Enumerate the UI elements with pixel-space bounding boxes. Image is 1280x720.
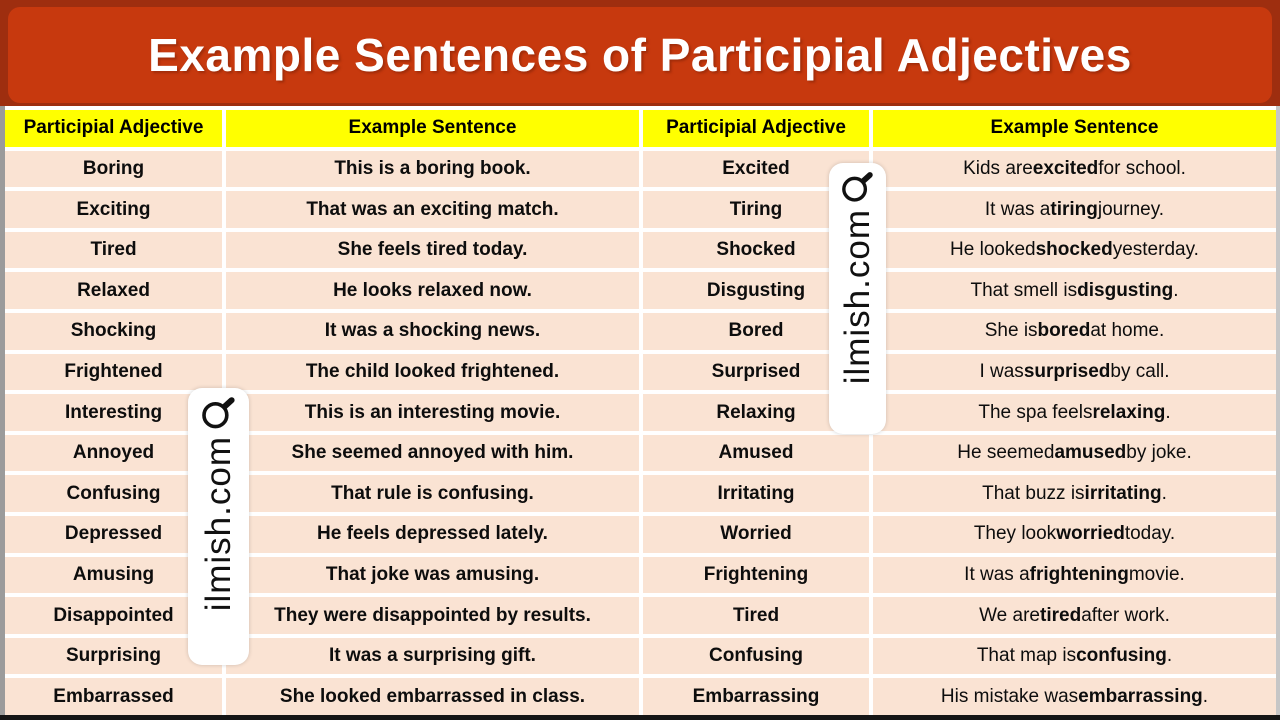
adjective-cell: Shocking [5, 313, 222, 350]
adjective-cell: Relaxed [5, 272, 222, 309]
sentence-cell: This is an interesting movie. [226, 394, 639, 431]
sentence-keyword: tiring [1050, 198, 1098, 220]
sentence-pre: I was [979, 360, 1024, 382]
sentence-post: . [1161, 482, 1167, 504]
adjective-cell: Depressed [5, 516, 222, 553]
adjective-cell: Excited [643, 151, 869, 188]
adjective-cell: Confusing [643, 638, 869, 675]
sentence-cell [873, 394, 1276, 431]
adjective-cell: Amusing [5, 557, 222, 594]
column-header-example-sentence-left: Example Sentence [226, 110, 639, 147]
sentence-post: . [1165, 401, 1171, 423]
sentence-cell: The child looked frightened. [226, 354, 639, 391]
sentence-keyword: irritating [1084, 482, 1162, 504]
sentence-pre: We are [979, 604, 1040, 626]
sentence-keyword: confusing [1076, 645, 1167, 667]
adjective-cell: Exciting [5, 191, 222, 228]
sentence-cell: He feels depressed lately. [226, 516, 639, 553]
sentence-cell: That rule is confusing. [226, 475, 639, 512]
sentence-cell: He looks relaxed now. [226, 272, 639, 309]
sentence-cell [873, 597, 1276, 634]
sentence-keyword: bored [1037, 320, 1091, 342]
sentence-keyword: embarrassing [1078, 685, 1203, 707]
sentence-cell: That was an exciting match. [226, 191, 639, 228]
bottom-border-bar [0, 715, 1280, 720]
title-banner [8, 7, 1272, 103]
sentence-keyword: surprised [1023, 360, 1111, 382]
sentence-pre: It was a [984, 198, 1051, 220]
sentence-pre: His mistake was [940, 685, 1079, 707]
watermark-pill [829, 163, 886, 434]
adjective-cell: Disgusting [643, 272, 869, 309]
adjective-cell: Tiring [643, 191, 869, 228]
sentence-post: by call. [1110, 360, 1170, 382]
sentence-post: . [1202, 685, 1209, 707]
sentence-cell: This is a boring book. [226, 151, 639, 188]
sentence-keyword: shocked [1035, 239, 1113, 261]
adjective-cell: Amused [643, 435, 869, 472]
sentence-post: . [1173, 279, 1179, 301]
sentence-cell [873, 678, 1276, 715]
adjective-cell: Embarrassed [5, 678, 222, 715]
sentence-cell [873, 638, 1276, 675]
column-header-example-sentence-right: Example Sentence [873, 110, 1276, 147]
watermark-text: ilmish.com [837, 209, 877, 385]
sentence-cell: It was a shocking news. [226, 313, 639, 350]
sentence-cell [873, 435, 1276, 472]
sentence-keyword: disgusting [1077, 279, 1174, 301]
adjective-cell: Frightening [643, 557, 869, 594]
adjective-cell: Confusing [5, 475, 222, 512]
sentence-pre: She is [984, 320, 1038, 342]
sentence-cell: She seemed annoyed with him. [226, 435, 639, 472]
adjective-cell: Irritating [643, 475, 869, 512]
adjective-cell: Interesting [5, 394, 222, 431]
sentence-cell: They were disappointed by results. [226, 597, 639, 634]
sentence-cell [873, 475, 1276, 512]
sentence-cell [873, 516, 1276, 553]
adjective-cell: Embarrassing [643, 678, 869, 715]
adjective-cell: Tired [5, 232, 222, 269]
sentence-keyword: relaxing [1092, 401, 1166, 423]
sentence-pre: They look [973, 523, 1057, 545]
sentence-keyword: amused [1054, 442, 1127, 464]
adjective-cell: Bored [643, 313, 869, 350]
sentence-pre: Kids are [963, 157, 1033, 179]
sentence-post: at home. [1090, 320, 1165, 342]
adjective-cell: Boring [5, 151, 222, 188]
sentence-pre: He seemed [957, 442, 1055, 464]
sentence-post: today. [1124, 523, 1176, 545]
sentence-post: yesterday. [1112, 239, 1199, 261]
sentence-cell: It was a surprising gift. [226, 638, 639, 675]
magnifier-icon [841, 171, 875, 205]
sentence-cell [873, 557, 1276, 594]
sentence-post: movie. [1128, 563, 1185, 585]
sentence-post: after work. [1081, 604, 1170, 626]
sentence-cell [873, 354, 1276, 391]
page-title: Example Sentences of Participial Adjectives [148, 29, 1132, 81]
sentence-keyword: tired [1040, 604, 1082, 626]
sentence-post: journey. [1097, 198, 1165, 220]
adjective-cell: Disappointed [5, 597, 222, 634]
sentence-pre: It was a [964, 563, 1030, 585]
column-header-participial-adjective-left: Participial Adjective [5, 110, 222, 147]
adjective-cell: Surprised [643, 354, 869, 391]
sentence-pre: That smell is [970, 279, 1078, 301]
sentence-pre: The spa feels [978, 401, 1093, 423]
magnifier-icon [201, 396, 237, 432]
sentence-cell [873, 272, 1276, 309]
sentence-keyword: frightening [1029, 563, 1129, 585]
adjective-cell: Worried [643, 516, 869, 553]
adjective-cell: Annoyed [5, 435, 222, 472]
column-header-participial-adjective-right: Participial Adjective [643, 110, 869, 147]
sentence-pre: That buzz is [982, 482, 1085, 504]
sentence-cell: She feels tired today. [226, 232, 639, 269]
adjective-cell: Shocked [643, 232, 869, 269]
watermark-pill [188, 388, 249, 665]
adjective-cell: Surprising [5, 638, 222, 675]
sentence-keyword: excited [1032, 157, 1099, 179]
adjective-cell: Relaxing [643, 394, 869, 431]
adjective-cell: Tired [643, 597, 869, 634]
sentence-cell: That joke was amusing. [226, 557, 639, 594]
sentence-cell [873, 191, 1276, 228]
watermark-text: ilmish.com [198, 436, 238, 612]
sentence-cell [873, 232, 1276, 269]
sentence-keyword: worried [1056, 523, 1125, 545]
adjective-cell: Frightened [5, 354, 222, 391]
sentence-post: for school. [1098, 157, 1186, 179]
sentence-cell: She looked embarrassed in class. [226, 678, 639, 715]
sentence-cell [873, 313, 1276, 350]
sentence-cell [873, 151, 1276, 188]
sentence-pre: That map is [976, 645, 1077, 667]
sentence-post: by joke. [1126, 442, 1192, 464]
sentence-post: . [1166, 645, 1173, 667]
sentence-pre: He looked [950, 239, 1036, 261]
